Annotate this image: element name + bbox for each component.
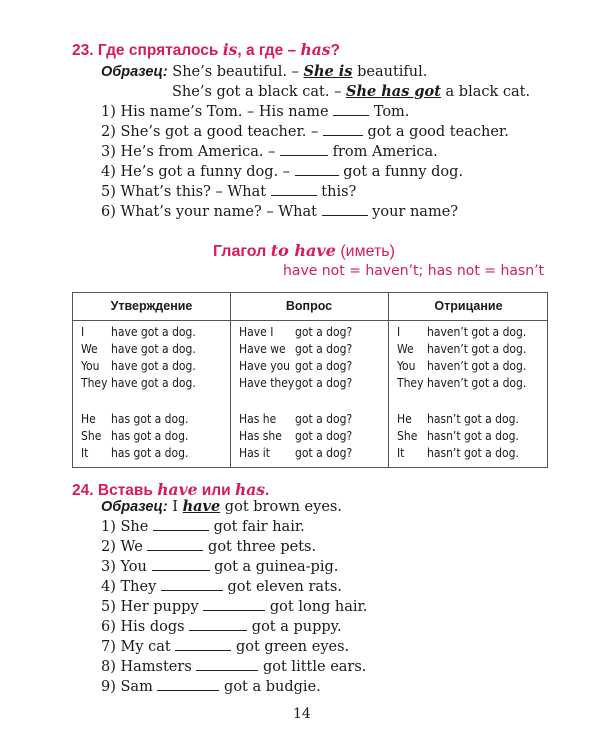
- title-text: Вставь: [97, 482, 158, 499]
- item-text: He’s got a funny dog. –: [120, 164, 291, 180]
- list-item: [101, 518, 305, 535]
- item-text: You: [120, 559, 147, 575]
- contraction-note: have not = haven’t; has not = hasn’t: [283, 263, 545, 279]
- list-item: [101, 638, 349, 655]
- item-text: Tom.: [373, 104, 410, 120]
- header-affirmative: Утверждение: [110, 299, 193, 313]
- answer-blank[interactable]: [333, 103, 369, 116]
- item-text: His dogs: [120, 619, 185, 635]
- answer-blank[interactable]: [203, 598, 265, 611]
- table-cell-predicate: got a dog?: [295, 359, 353, 373]
- table-cell-subject: Have we: [239, 342, 286, 356]
- list-item: [101, 598, 368, 615]
- item-text: from America.: [332, 144, 438, 160]
- table-cell-subject: We: [397, 342, 414, 356]
- answer-blank[interactable]: [161, 578, 223, 591]
- sample-label: Образец:: [101, 499, 168, 515]
- table-cell-subject: You: [81, 359, 100, 373]
- item-text: got a funny dog.: [343, 164, 464, 180]
- header-question: Вопрос: [285, 299, 333, 313]
- title-is: is: [222, 40, 238, 59]
- item-text: What’s your name? – What: [120, 204, 317, 220]
- list-item: [101, 103, 409, 120]
- table-cell-predicate: haven’t got a dog.: [427, 359, 527, 373]
- exercise-23-title: [72, 40, 340, 60]
- answer-blank[interactable]: [322, 203, 368, 216]
- table-cell-subject: They: [397, 376, 424, 390]
- title-text: .: [265, 482, 270, 499]
- table-cell-predicate: got a dog?: [295, 446, 353, 460]
- exercise-23-sample-2: [172, 83, 530, 100]
- item-number: 5): [101, 184, 116, 200]
- item-text: got three pets.: [208, 539, 317, 555]
- item-text: your name?: [372, 204, 459, 220]
- table-cell-subject: He: [397, 412, 412, 426]
- item-text: They: [120, 579, 157, 595]
- title-have: have: [157, 480, 198, 499]
- table-cell-predicate: have got a dog.: [111, 376, 196, 390]
- table-cell-subject: We: [81, 342, 98, 356]
- item-number: 9): [101, 679, 116, 695]
- list-item: [101, 618, 342, 635]
- table-cell-subject: Has he: [239, 412, 277, 426]
- table-cell-predicate: has got a dog.: [111, 412, 189, 426]
- table-cell-subject: Have they: [239, 376, 295, 390]
- table-cell-subject: It: [397, 446, 405, 460]
- item-text: She: [120, 519, 149, 535]
- sample-text: She’s beautiful. –: [172, 64, 304, 80]
- table-cell-predicate: have got a dog.: [111, 325, 196, 339]
- table-cell-subject: She: [397, 429, 418, 443]
- item-text: We: [120, 539, 143, 555]
- item-text: He’s from America. –: [120, 144, 276, 160]
- table-cell-subject: Has it: [239, 446, 271, 460]
- sample-text: She’s got a black cat. –: [172, 84, 346, 100]
- item-text: got long hair.: [269, 599, 368, 615]
- table-cell-subject: I: [81, 325, 85, 339]
- list-item: [101, 163, 463, 180]
- answer-blank[interactable]: [271, 183, 317, 196]
- exercise-number: 23.: [72, 42, 94, 59]
- item-number: 4): [101, 164, 116, 180]
- grammar-rule-title: [213, 241, 395, 261]
- table-cell-subject: Have you: [239, 359, 291, 373]
- table-cell-subject: You: [397, 359, 416, 373]
- list-item: [101, 658, 366, 675]
- title-text: , а где –: [237, 42, 301, 59]
- table-cell-predicate: hasn’t got a dog.: [427, 429, 519, 443]
- table-cell-predicate: got a dog?: [295, 412, 353, 426]
- table-cell-predicate: hasn’t got a dog.: [427, 412, 519, 426]
- title-text: Где спряталось: [97, 42, 223, 59]
- list-item: [101, 538, 316, 555]
- item-number: 2): [101, 124, 116, 140]
- table-cell-subject: He: [81, 412, 96, 426]
- table-cell-predicate: haven’t got a dog.: [427, 325, 527, 339]
- exercise-24-sample: [101, 498, 342, 515]
- item-text: got little ears.: [262, 659, 367, 675]
- table-cell-predicate: hasn’t got a dog.: [427, 446, 519, 460]
- table-cell-subject: It: [81, 446, 89, 460]
- item-text: Her puppy: [120, 599, 199, 615]
- item-number: 6): [101, 204, 116, 220]
- table-cell-predicate: haven’t got a dog.: [427, 376, 527, 390]
- answer-blank[interactable]: [196, 658, 258, 671]
- item-text: Sam: [120, 679, 153, 695]
- sample-answer: She is: [303, 63, 353, 80]
- answer-blank[interactable]: [152, 558, 210, 571]
- answer-blank[interactable]: [189, 618, 247, 631]
- table-cell-subject: They: [81, 376, 108, 390]
- answer-blank[interactable]: [153, 518, 209, 531]
- title-text: или: [197, 482, 235, 499]
- table-cell-predicate: got a dog?: [295, 325, 353, 339]
- item-text: got fair hair.: [213, 519, 305, 535]
- item-number: 6): [101, 619, 116, 635]
- column-divider: [388, 293, 389, 467]
- title-has: has: [234, 480, 266, 499]
- item-number: 8): [101, 659, 116, 675]
- table-cell-predicate: got a dog?: [295, 376, 353, 390]
- table-cell-predicate: have got a dog.: [111, 359, 196, 373]
- sample-text: beautiful.: [352, 64, 428, 80]
- item-text: this?: [321, 184, 357, 200]
- item-text: got eleven rats.: [227, 579, 342, 595]
- item-number: 5): [101, 599, 116, 615]
- table-cell-predicate: got a dog?: [295, 429, 353, 443]
- item-number: 2): [101, 539, 116, 555]
- table-cell-subject: She: [81, 429, 102, 443]
- exercise-24-title: [72, 480, 269, 500]
- table-cell-predicate: has got a dog.: [111, 429, 189, 443]
- item-number: 3): [101, 559, 116, 575]
- title-has: has: [300, 40, 331, 59]
- list-item: [101, 558, 338, 575]
- answer-blank[interactable]: [175, 638, 231, 651]
- item-number: 4): [101, 579, 116, 595]
- answer-blank[interactable]: [280, 143, 328, 156]
- title-text: ?: [330, 42, 340, 59]
- item-number: 7): [101, 639, 116, 655]
- item-number: 1): [101, 104, 116, 120]
- sample-text: a black cat.: [440, 84, 531, 100]
- table-cell-predicate: has got a dog.: [111, 446, 189, 460]
- answer-blank[interactable]: [323, 123, 363, 136]
- item-text: got a good teacher.: [367, 124, 509, 140]
- answer-blank[interactable]: [295, 163, 339, 176]
- rule-title-text: (иметь): [335, 243, 395, 260]
- item-text: What’s this? – What: [120, 184, 267, 200]
- sample-answer: She has got: [345, 83, 441, 100]
- sample-text: I: [167, 499, 183, 515]
- table-cell-subject: I: [397, 325, 401, 339]
- rule-title-text: Глагол: [213, 243, 271, 260]
- list-item: [101, 183, 356, 200]
- item-text: She’s got a good teacher. –: [120, 124, 319, 140]
- list-item: [101, 678, 321, 695]
- exercise-23-sample-1: [101, 63, 427, 80]
- item-text: Hamsters: [120, 659, 192, 675]
- page-number: 14: [293, 706, 311, 722]
- list-item: [101, 123, 509, 140]
- item-text: My cat: [120, 639, 171, 655]
- list-item: [101, 578, 342, 595]
- sample-label: Образец:: [101, 64, 168, 80]
- item-text: got a guinea-pig.: [214, 559, 339, 575]
- item-text: got a budgie.: [224, 679, 321, 695]
- exercise-number: 24.: [72, 482, 94, 499]
- item-number: 1): [101, 519, 116, 535]
- table-cell-subject: Has she: [239, 429, 282, 443]
- list-item: [101, 203, 458, 220]
- sample-text: got brown eyes.: [220, 499, 342, 515]
- item-text: got green eyes.: [235, 639, 350, 655]
- table-cell-subject: Have I: [239, 325, 274, 339]
- list-item: [101, 143, 438, 160]
- sample-answer: have: [182, 498, 221, 515]
- answer-blank[interactable]: [147, 538, 203, 551]
- column-divider: [230, 293, 231, 467]
- table-cell-predicate: haven’t got a dog.: [427, 342, 527, 356]
- header-negative: Отрицание: [434, 299, 503, 313]
- item-text: got a puppy.: [251, 619, 342, 635]
- answer-blank[interactable]: [157, 678, 219, 691]
- item-text: His name’s Tom. – His name: [120, 104, 329, 120]
- conjugation-table: [72, 292, 548, 468]
- table-cell-predicate: got a dog?: [295, 342, 353, 356]
- item-number: 3): [101, 144, 116, 160]
- rule-title-verb: to have: [270, 241, 336, 260]
- table-cell-predicate: have got a dog.: [111, 342, 196, 356]
